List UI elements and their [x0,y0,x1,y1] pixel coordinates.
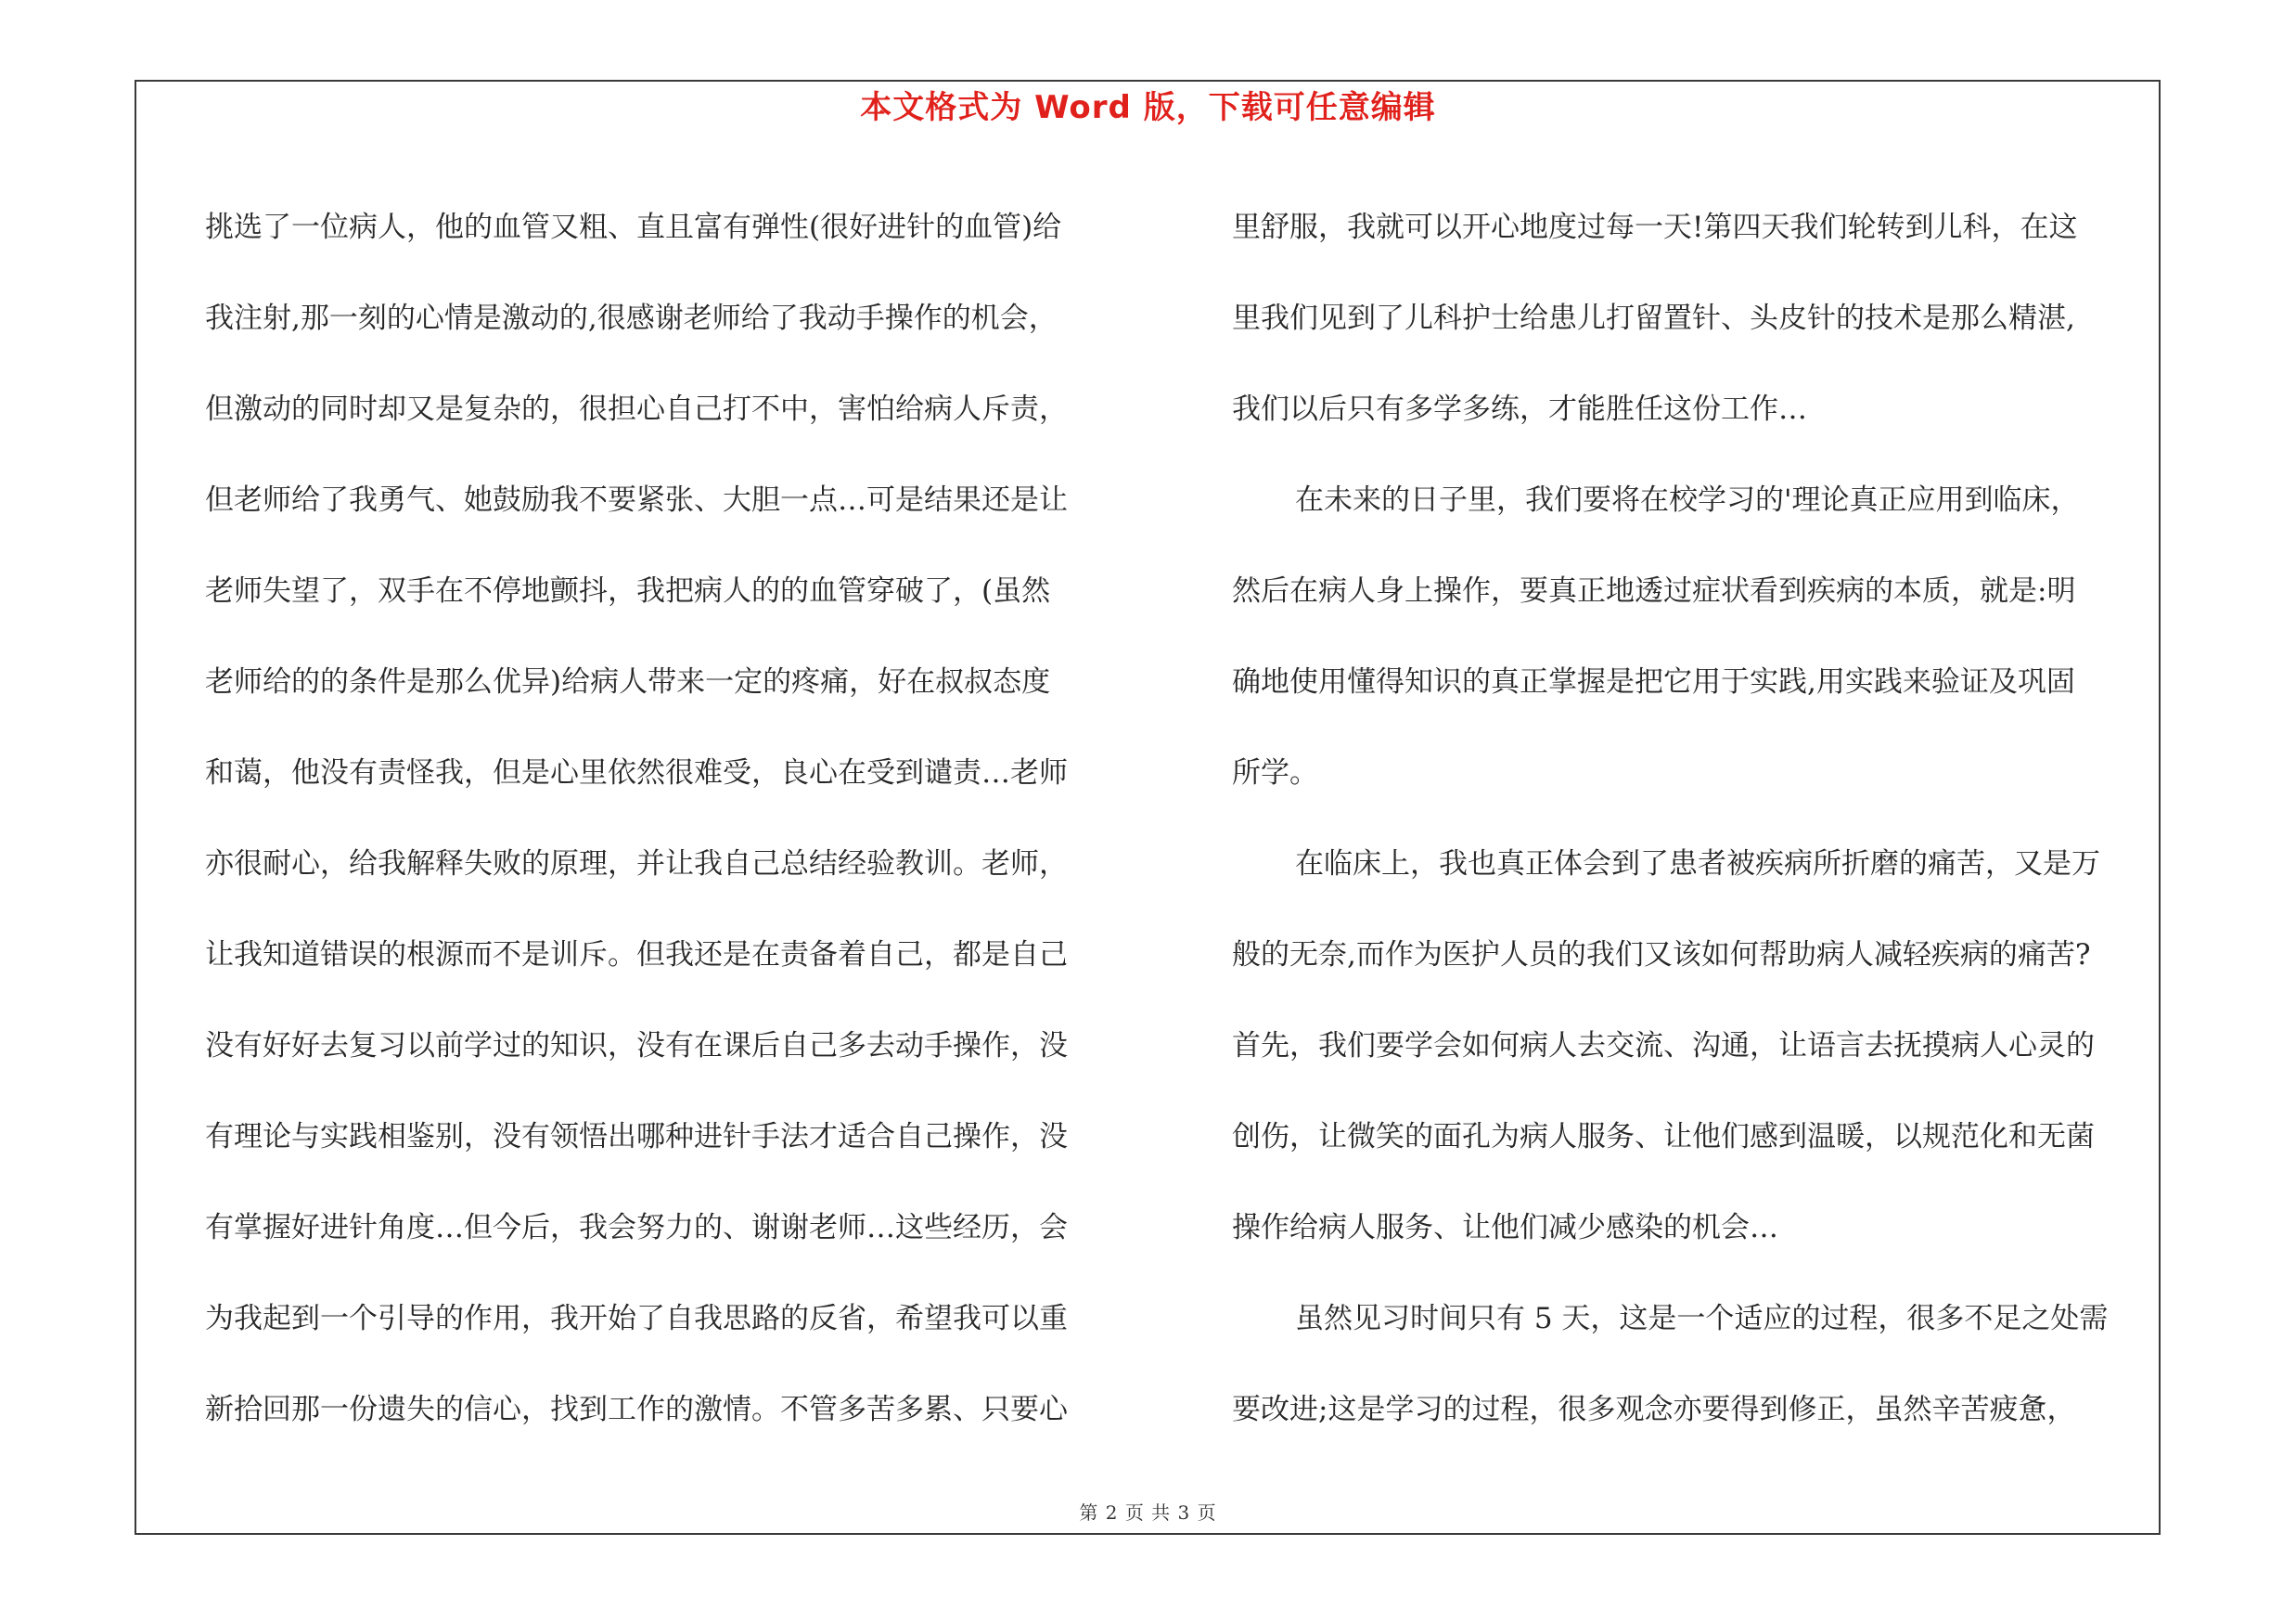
paragraph-first-line: 在未来的日子里，我们要将在校学习的'理论真正应用到临床， [1295,483,2080,517]
right-text-column [1232,182,2160,1455]
text-line: 和蔼，他没有责怪我，但是心里依然很难受，良心在受到谴责…老师 [205,756,1068,790]
text-line: 创伤，让微笑的面孔为病人服务、让他们感到温暖，以规范化和无菌 [1232,1120,2095,1153]
text-line: 里我们见到了儿科护士给患儿打留置针、头皮针的技术是那么精湛, [1232,302,2075,335]
text-line: 但老师给了我勇气、她鼓励我不要紧张、大胆一点…可是结果还是让 [205,483,1068,517]
text-line: 为我起到一个引导的作用，我开始了自我思路的反省，希望我可以重 [205,1302,1068,1335]
header-banner: 本文格式为 Word 版，下载可任意编辑 [860,89,1436,126]
text-line: 挑选了一位病人，他的血管又粗、直且富有弹性(很好进针的血管)给 [205,211,1062,244]
text-line: 亦很耐心，给我解释失败的原理，并让我自己总结经验教训。老师， [205,847,1068,881]
text-line: 要改进;这是学习的过程，很多观念亦要得到修正，虽然辛苦疲惫， [1232,1393,2076,1426]
text-line: 首先，我们要学会如何病人去交流、沟通，让语言去抚摸病人心灵的 [1232,1029,2095,1063]
text-line: 般的无奈,而作为医护人员的我们又该如何帮助病人减轻疾病的痛苦? [1232,938,2091,972]
text-line: 确地使用懂得知识的真正掌握是把它用于实践,用实践来验证及巩固 [1232,665,2075,699]
text-line: 有理论与实践相鉴别，没有领悟出哪种进针手法才适合自己操作，没 [205,1120,1068,1153]
text-line: 有掌握好进针角度…但今后，我会努力的、谢谢老师…这些经历，会 [205,1211,1068,1244]
text-line: 所学。 [1232,756,1318,790]
page-number: 第 2 页 共 3 页 [1079,1501,1217,1524]
text-line: 老师失望了，双手在不停地颤抖，我把病人的的血管穿破了，(虽然 [205,574,1051,608]
text-line: 没有好好去复习以前学过的知识，没有在课后自己多去动手操作，没 [205,1029,1068,1063]
text-line: 里舒服，我就可以开心地度过每一天!第四天我们轮转到儿科，在这 [1232,211,2078,244]
paragraph-first-line: 在临床上，我也真正体会到了患者被疾病所折磨的痛苦，又是万 [1295,847,2100,881]
text-line: 让我知道错误的根源而不是训斥。但我还是在责备着自己，都是自己 [205,938,1068,972]
left-text-column [205,182,1133,1455]
text-line: 但激动的同时却又是复杂的，很担心自己打不中，害怕给病人斥责， [205,393,1068,426]
text-line: 新拾回那一份遗失的信心，找到工作的激情。不管多苦多累、只要心 [205,1393,1068,1426]
text-line: 老师给的的条件是那么优异)给病人带来一定的疼痛，好在叔叔态度 [205,665,1051,699]
text-line: 然后在病人身上操作，要真正地透过症状看到疾病的本质，就是:明 [1232,574,2076,608]
paragraph-first-line: 虽然见习时间只有 5 天，这是一个适应的过程，很多不足之处需 [1295,1302,2109,1335]
text-line: 操作给病人服务、让他们减少感染的机会… [1232,1211,1778,1244]
text-line: 我注射,那一刻的心情是激动的,很感谢老师给了我动手操作的机会， [205,302,1058,335]
text-line: 我们以后只有多学多练，才能胜任这份工作… [1232,393,1807,426]
